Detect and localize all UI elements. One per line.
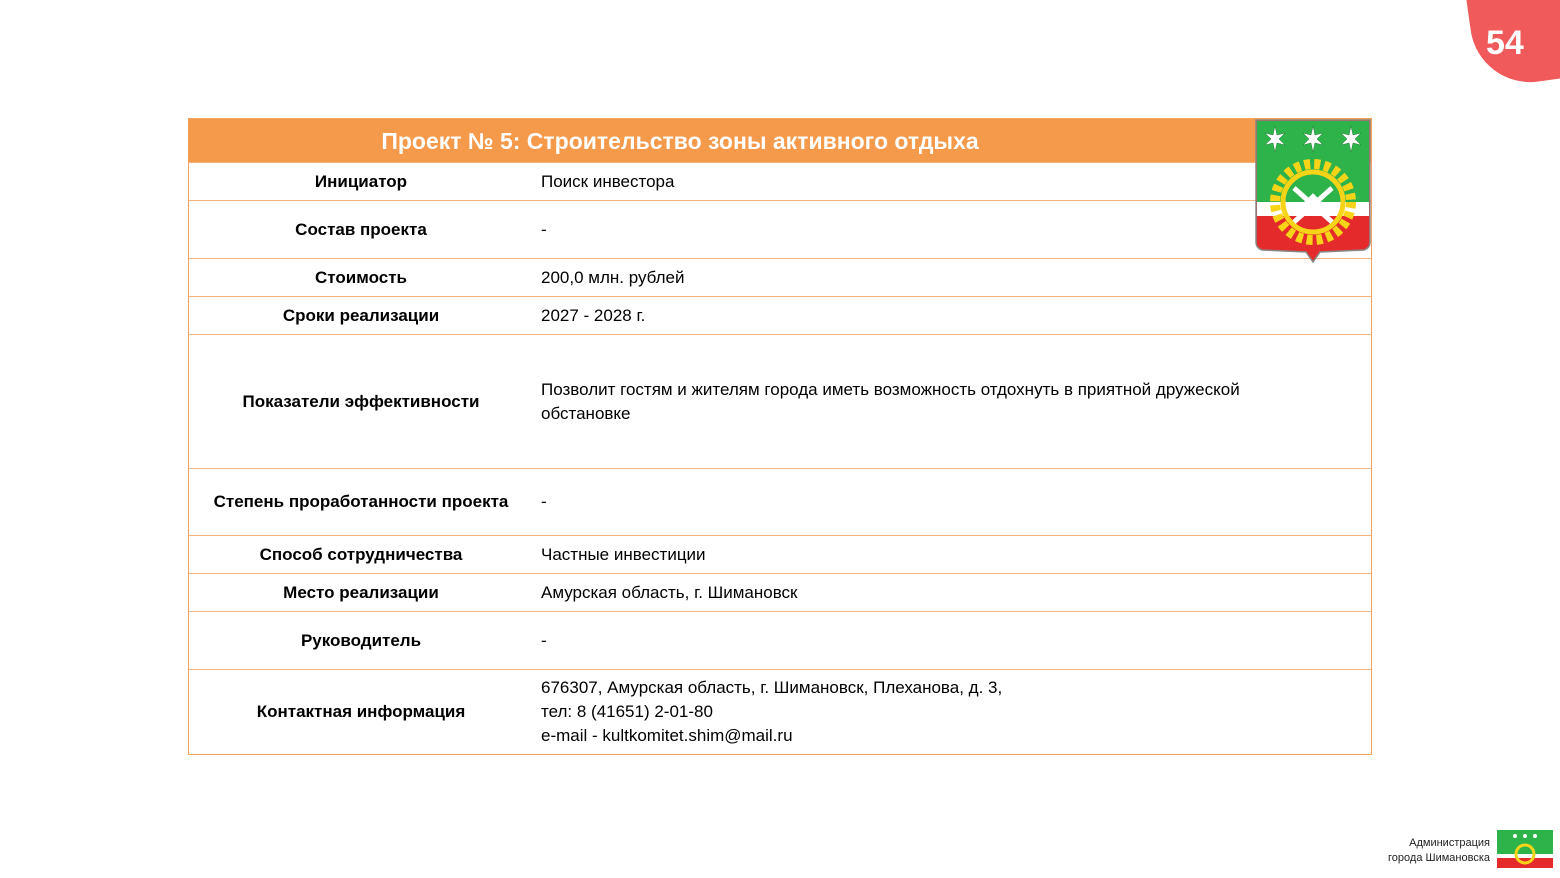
row-value: - <box>533 612 1371 670</box>
project-table <box>189 162 1371 754</box>
page-number: 54 <box>1486 24 1524 62</box>
table-row <box>189 612 1371 670</box>
footer-organization <box>1388 836 1490 866</box>
table-row <box>189 469 1371 536</box>
footer-org-line2: города Шимановска <box>1388 852 1490 864</box>
project-card <box>188 118 1372 755</box>
contact-email: e-mail - kultkomitet.shim@mail.ru <box>541 725 793 745</box>
contact-phone: тел: 8 (41651) 2-01-80 <box>541 701 713 721</box>
row-value: Поиск инвестора <box>533 163 1371 201</box>
table-row <box>189 574 1371 612</box>
row-label: Показатели эффективности <box>189 335 533 469</box>
table-row <box>189 259 1371 297</box>
table-row <box>189 335 1371 469</box>
row-value <box>533 670 1371 754</box>
row-label: Инициатор <box>189 163 533 201</box>
row-label: Сроки реализации <box>189 297 533 335</box>
row-value: Амурская область, г. Шимановск <box>533 574 1371 612</box>
contact-address: 676307, Амурская область, г. Шимановск, Плеханова, д. 3, <box>541 677 1003 697</box>
table-row <box>189 297 1371 335</box>
city-flag-icon <box>1497 830 1553 868</box>
row-value: Позволит гостям и жителям города иметь возможность отдохнуть в приятной дружеской обстановке <box>533 335 1371 469</box>
table-row <box>189 201 1371 259</box>
row-label: Стоимость <box>189 259 533 297</box>
row-label: Способ сотрудничества <box>189 536 533 574</box>
city-coat-of-arms-icon <box>1254 118 1372 266</box>
row-label: Состав проекта <box>189 201 533 259</box>
table-row <box>189 163 1371 201</box>
row-value: Частные инвестиции <box>533 536 1371 574</box>
row-value: - <box>533 469 1371 536</box>
project-title: Проект № 5: Строительство зоны активного отдыха <box>189 119 1371 162</box>
row-value: 200,0 млн. рублей <box>533 259 1371 297</box>
table-row <box>189 536 1371 574</box>
row-label: Степень проработанности проекта <box>189 469 533 536</box>
row-value: - <box>533 201 1371 259</box>
row-value: 2027 - 2028 г. <box>533 297 1371 335</box>
table-row <box>189 670 1371 754</box>
footer-org-line1: Администрация <box>1409 837 1490 849</box>
row-label: Место реализации <box>189 574 533 612</box>
row-label: Контактная информация <box>189 670 533 754</box>
row-label: Руководитель <box>189 612 533 670</box>
